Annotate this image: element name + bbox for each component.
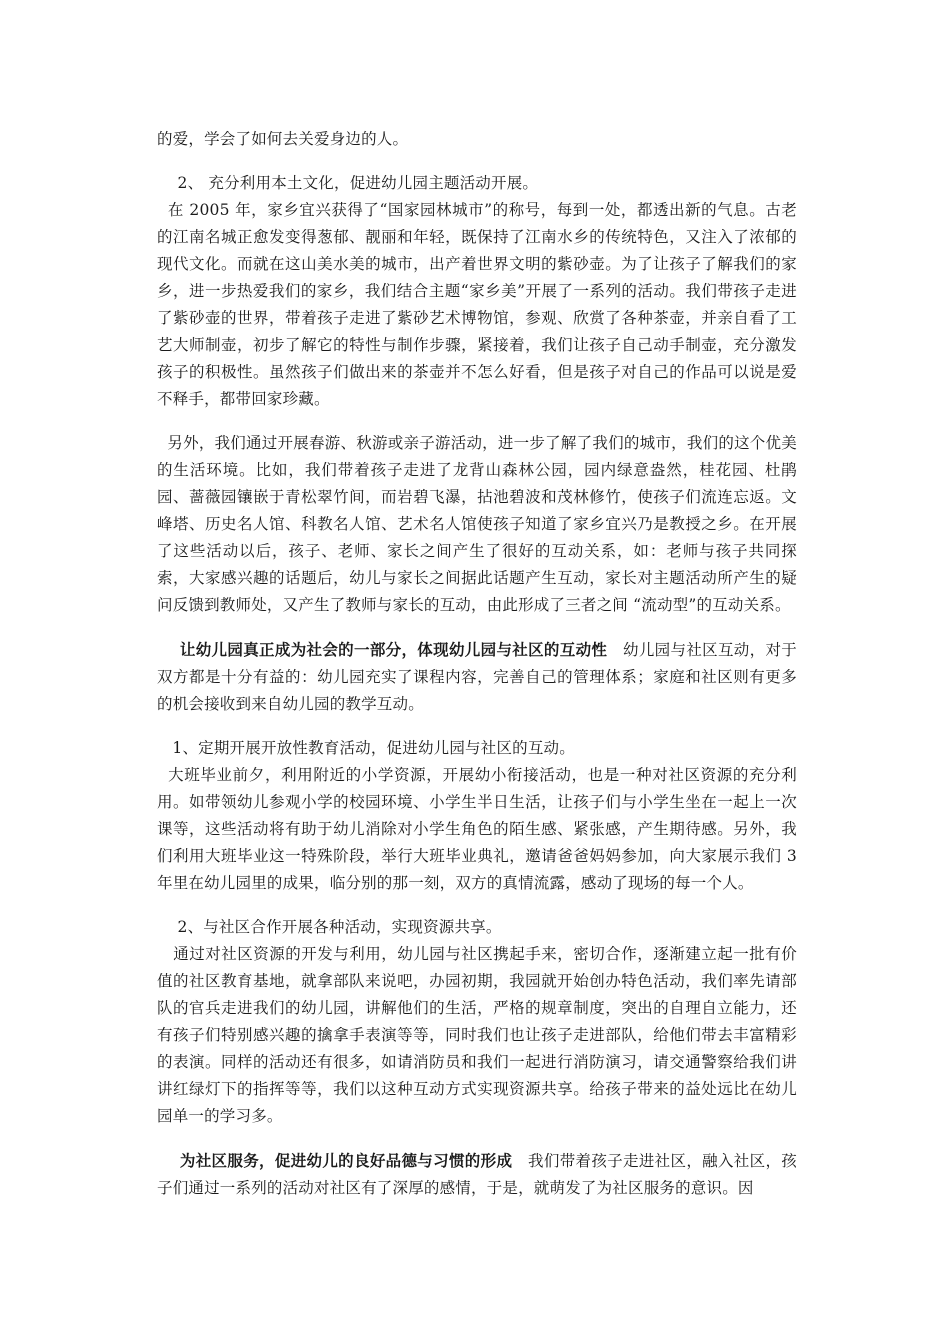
section-text-community: 幼儿园与社区互动，对于双方都是十分有益的：幼儿园充实了课程内容，完善自己的管理体系；家庭和社区则有更多的机会接收到来自幼儿园的教学互动。: [157, 641, 797, 713]
paragraph-zisha-teapot: 在 2005 年，家乡宜兴获得了“国家园林城市”的称号，每到一处，都透出新的气息。古老的江南名城正愈发变得葱郁、靓丽和年轻，既保持了江南水乡的传统特色，又注入了浓郁的现代文化。而就在这山美水美的城市，出产着世界文明的紫砂壶。为了让孩子了解我们的家乡，进一步热爱我们的家乡，我们结合主题“家乡美”开展了一系列的活动。我们带孩子走进了紫砂壶的世界，带着孩子走进了紫砂艺术博物馆，参观、欣赏了各种茶壶，并亲自看了工艺大师制壶，初步了解它的特性与制作步骤，紧接着，我们让孩子自己动手制壶，充分激发孩子的积极性。虽然孩子们做出来的茶壶并不怎么好看，但是孩子对自己的作品可以说是爱不释手，都带回家珍藏。: [157, 201, 797, 408]
paragraph-primary-school: 大班毕业前夕，利用附近的小学资源，开展幼小衔接活动，也是一种对社区资源的充分利用。如带领幼儿参观小学的校园环境、小学生半日生活，让孩子们与小学生坐在一起上一次课等，这些活动将有助于幼儿消除对小学生角色的陌生感、紧张感，产生期待感。另外，我们利用大班毕业这一特殊阶段，举行大班毕业典礼，邀请爸爸妈妈参加，向大家展示我们 3 年里在幼儿园里的成果，临分别的那一刻，双方的真情流露，感动了现场的每一个人。: [157, 766, 797, 892]
document-page: [157, 126, 797, 1202]
paragraph-outings: 另外，我们通过开展春游、秋游或亲子游活动，进一步了解了我们的城市，我们的这个优美的生活环境。比如，我们带着孩子走进了龙背山森林公园，园内绿意盎然，桂花园、杜鹃园、蔷薇园镶嵌于青松翠竹间，而岩碧飞瀑，拈池碧波和茂林修竹，使孩子们流连忘返。文峰塔、历史名人馆、科教名人馆、艺术名人馆使孩子知道了家乡宜兴乃是教授之乡。在开展了这些活动以后，孩子、老师、家长之间产生了很好的互动关系，如：老师与孩子共同探索，大家感兴趣的话题后，幼儿与家长之间据此话题产生互动，家长对主题活动所产生的疑问反馈到教师处，又产生了教师与家长的互动，由此形成了三者之间 “流动型”的互动关系。: [157, 434, 797, 614]
section-text-serve: 我们带着孩子走进社区，融入社区，孩子们通过一系列的活动对社区有了深厚的感情，于是，就萌发了为社区服务的意识。因: [157, 1152, 797, 1197]
subheading-local-culture: 2、 充分利用本土文化，促进幼儿园主题活动开展。: [157, 174, 539, 192]
section-heading-serve: 为社区服务，促进幼儿的良好品德与习惯的形成: [157, 1151, 513, 1170]
section-community-interaction: [157, 636, 797, 718]
section-heading-community: 让幼儿园真正成为社会的一部分，体现幼儿园与社区的互动性: [157, 640, 608, 659]
paragraph-community-cooperation: 通过对社区资源的开发与利用，幼儿园与社区携起手来，密切合作，逐渐建立起一批有价值的社区教育基地，就拿部队来说吧，办园初期，我园就开始创办特色活动，我们率先请部队的官兵走进我们的幼儿园，讲解他们的生活，严格的规章制度，突出的自理自立能力，还有孩子们特别感兴趣的擒拿手表演等等，同时我们也让孩子走进部队，给他们带去丰富精彩的表演。同样的活动还有很多，如请消防员和我们一起进行消防演习，请交通警察给我们讲讲红绿灯下的指挥等等，我们以这种互动方式实现资源共享。给孩子带来的益处远比在幼儿园单一的学习多。: [157, 945, 797, 1125]
subheading-open-activities: 1、定期开展开放性教育活动，促进幼儿园与社区的互动。: [157, 739, 575, 757]
section-serve-community: [157, 1147, 797, 1202]
paragraph-continuation: 的爱，学会了如何去关爱身边的人。: [157, 130, 409, 148]
subheading-resource-sharing: 2、与社区合作开展各种活动，实现资源共享。: [157, 918, 502, 936]
